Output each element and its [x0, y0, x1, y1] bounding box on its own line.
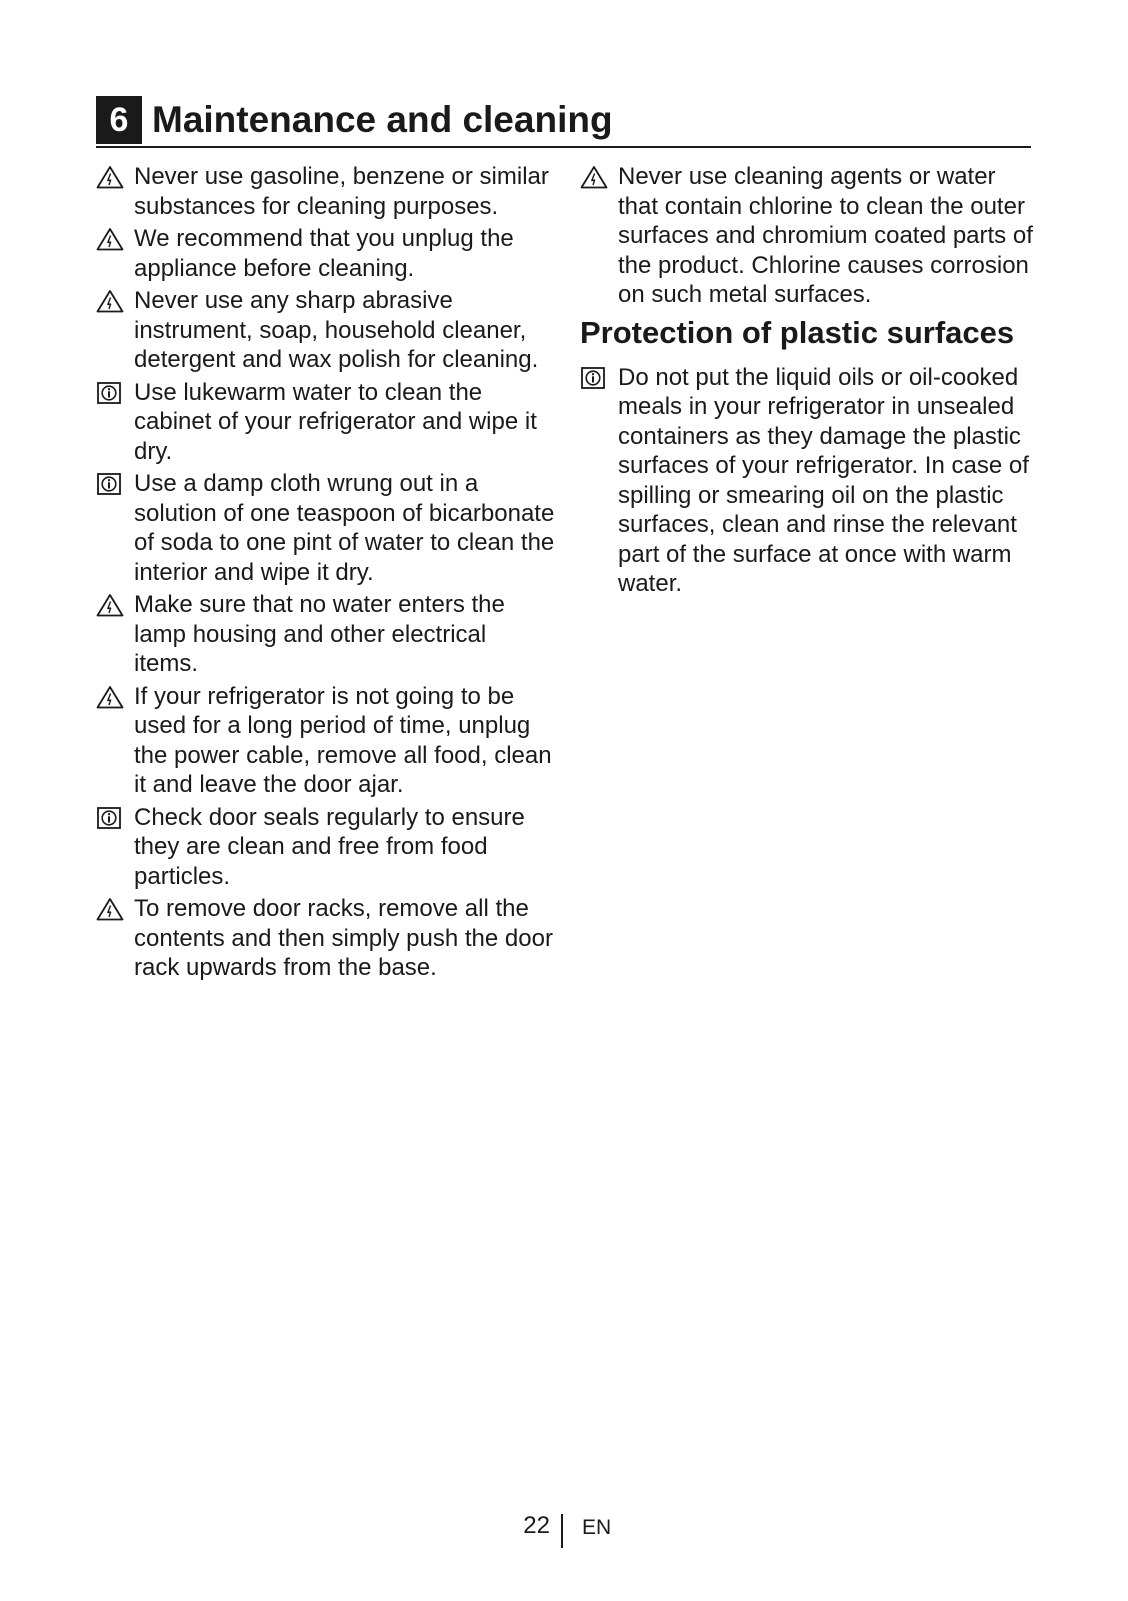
info-icon: [96, 381, 124, 405]
chapter-title: Maintenance and cleaning: [152, 99, 613, 140]
item-text: Use a damp cloth wrung out in a solution of one teaspoon of bicarbonate of soda to one pint of water to clean the interior and wipe it dry.: [134, 470, 555, 586]
warning-icon: [96, 227, 124, 251]
item-text: Never use any sharp abrasive instrument, soap, household cleaner, detergent and wax polish for cleaning.: [134, 287, 539, 373]
item-text: To remove door racks, remove all the contents and then simply push the door rack upwards from the base.: [134, 895, 553, 981]
warning-icon: [96, 289, 124, 313]
list-item: [96, 590, 556, 679]
right-column: [580, 162, 1040, 602]
info-icon: [96, 472, 124, 496]
item-text: Never use gasoline, benzene or similar substances for cleaning purposes.: [134, 163, 549, 220]
list-item: [96, 378, 556, 467]
item-text: Never use cleaning agents or water that contain chlorine to clean the outer surfaces and chromium coated parts of the product. Chlorine causes corrosion on such metal surfaces.: [618, 163, 1033, 308]
warning-icon: [96, 897, 124, 921]
list-item: [580, 363, 1040, 599]
list-item: [96, 162, 556, 221]
item-text: Use lukewarm water to clean the cabinet of your refrigerator and wipe it dry.: [134, 378, 537, 465]
page-footer: [0, 1512, 1128, 1552]
item-text: We recommend that you unplug the appliance before cleaning.: [134, 225, 514, 282]
list-item: [96, 682, 556, 800]
item-text: Make sure that no water enters the lamp housing and other electrical items.: [134, 591, 505, 677]
list-item: [96, 469, 556, 587]
warning-icon: [96, 165, 124, 189]
left-column: [96, 162, 556, 986]
list-item: [96, 894, 556, 983]
list-item: [96, 224, 556, 283]
language-label: EN: [582, 1516, 612, 1539]
page-number: 22: [523, 1512, 550, 1539]
chapter-number: 6: [96, 96, 142, 144]
warning-icon: [96, 685, 124, 709]
chapter-header: [96, 96, 1031, 148]
info-icon: [96, 806, 124, 830]
warning-icon: [580, 165, 608, 189]
info-icon: [580, 366, 608, 390]
section-title: Protection of plastic surfaces: [580, 314, 1015, 350]
footer-divider: [561, 1514, 563, 1548]
item-text: Do not put the liquid oils or oil-cooked meals in your refrigerator in unsealed containers as they damage the plastic surfaces of your refrigerator. In case of spilling or smearing oil on the plastic surfaces, clean and rinse the relevant part of the surface at once with warm water.: [618, 363, 1029, 597]
item-text: If your refrigerator is not going to be used for a long period of time, unplug the power cable, remove all food, clean it and leave the door ajar.: [134, 682, 552, 798]
list-item: [96, 286, 556, 375]
item-text: Check door seals regularly to ensure they are clean and free from food particles.: [134, 803, 525, 890]
list-item: [580, 162, 1040, 310]
list-item: [96, 803, 556, 892]
warning-icon: [96, 593, 124, 617]
